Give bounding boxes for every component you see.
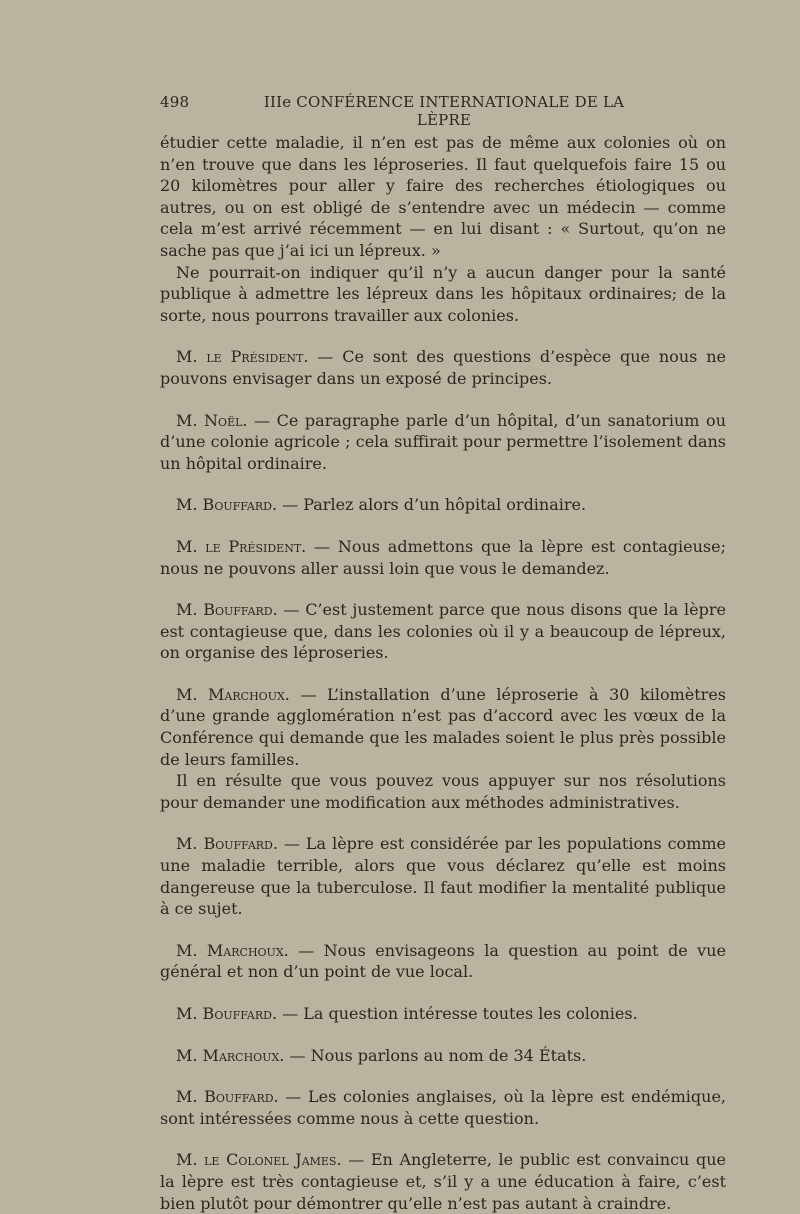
speech-paragraph: M. le Colonel James. — En Angleterre, le public est convaincu que la lèpre est très contagieuse et, s’il y a une éducation à faire, c’est bien plutôt pour démontrer qu’elle n’est pas autant à craindre. (160, 1150, 726, 1213)
speaker-name: M. Bouffard. (176, 834, 278, 854)
speaker-name: M. Bouffard. (176, 600, 278, 620)
speaker-name: M. Bouffard. (176, 495, 278, 515)
speech-paragraph: M. Noël. — Ce paragraphe parle d’un hôpital, d’un sanatorium ou d’une colonie agricole ; cela suffirait pour permettre l’isolement dans un hôpital ordinaire. (160, 410, 726, 473)
speaker-name: M. le Président. (176, 536, 307, 556)
speech-paragraph: M. Bouffard. — Les colonies anglaises, où la lèpre est endémique, sont intéressées comme nous à cette question. (160, 1087, 726, 1128)
speech-paragraph: M. Marchoux. — Nous parlons au nom de 34 États. (176, 1045, 587, 1065)
speaker-name: M. Marchoux. (176, 940, 289, 960)
speaker-name: M. Noël. (176, 410, 248, 430)
speaker-name: M. le Président. (176, 347, 309, 367)
running-header (160, 93, 642, 129)
paragraph: Il en résulte que vous pouvez vous appuyer sur nos résolutions pour demander une modification aux méthodes administratives. (160, 771, 726, 812)
running-title: IIIe CONFÉRENCE INTERNATIONALE DE LA LÈPRE (263, 93, 625, 129)
speech-paragraph: M. Bouffard. — La question intéresse toutes les colonies. (176, 1004, 638, 1023)
speaker-name: M. le Colonel James. (176, 1150, 342, 1170)
speaker-name: M. Bouffard. (176, 1004, 278, 1023)
speech-paragraph: M. le Président. — Nous admettons que la lèpre est contagieuse; nous ne pouvons aller aussi loin que vous le demandez. (160, 536, 726, 578)
paragraph: Ne pourrait-on indiquer qu’il n’y a aucun danger pour la santé publique à admettre les lépreux dans les hôpitaux ordinaires; de la sorte, nous pourrons travailler aux colonies. (160, 262, 726, 325)
page-number: 498 (160, 93, 190, 111)
speech-paragraph: M. Marchoux. — L’installation d’une léproserie à 30 kilomètres d’une grande agglomération n’est pas d’accord avec les vœux de la Conférence qui demande que les malades soient le plus près possible de leurs familles. (160, 684, 727, 769)
speech-paragraph: M. Marchoux. — Nous envisageons la question au point de vue général et non d’un point de vue local. (160, 940, 726, 982)
speech-paragraph: M. le Président. — Ce sont des questions d’espèce que nous ne pouvons envisager dans un exposé de principes. (160, 347, 726, 388)
speaker-name: M. Marchoux. (176, 684, 290, 704)
paragraph: étudier cette maladie, il n’en est pas de même aux colonies où on n’en trouve que dans les léproseries. Il faut quelquefois faire 15 ou 20 kilomètres pour aller y faire des recherches étiologiques ou autres, ou on est obligé de s’entendre avec un médecin — comme cela m’est arrivé récemment — en lui disant : « Surtout, qu’on ne sache pas que j’ai ici un lépreux. » (160, 133, 726, 260)
speaker-name: M. Marchoux. (176, 1045, 285, 1065)
speaker-name: M. Bouffard. (176, 1087, 279, 1107)
speech-paragraph: M. Bouffard. — C’est justement parce que nous disons que la lèpre est contagieuse que, dans les colonies où il y a beaucoup de lépreux, on organise des léproseries. (160, 600, 726, 663)
speech-paragraph: M. Bouffard. — Parlez alors d’un hôpital ordinaire. (176, 495, 587, 515)
page-body (160, 132, 726, 1214)
speech-paragraph: M. Bouffard. — La lèpre est considérée par les populations comme une maladie terrible, alors que vous déclarez qu’elle est moins dangereuse que la tuberculose. Il faut modifier la mentalité publique à ce sujet. (160, 834, 727, 919)
